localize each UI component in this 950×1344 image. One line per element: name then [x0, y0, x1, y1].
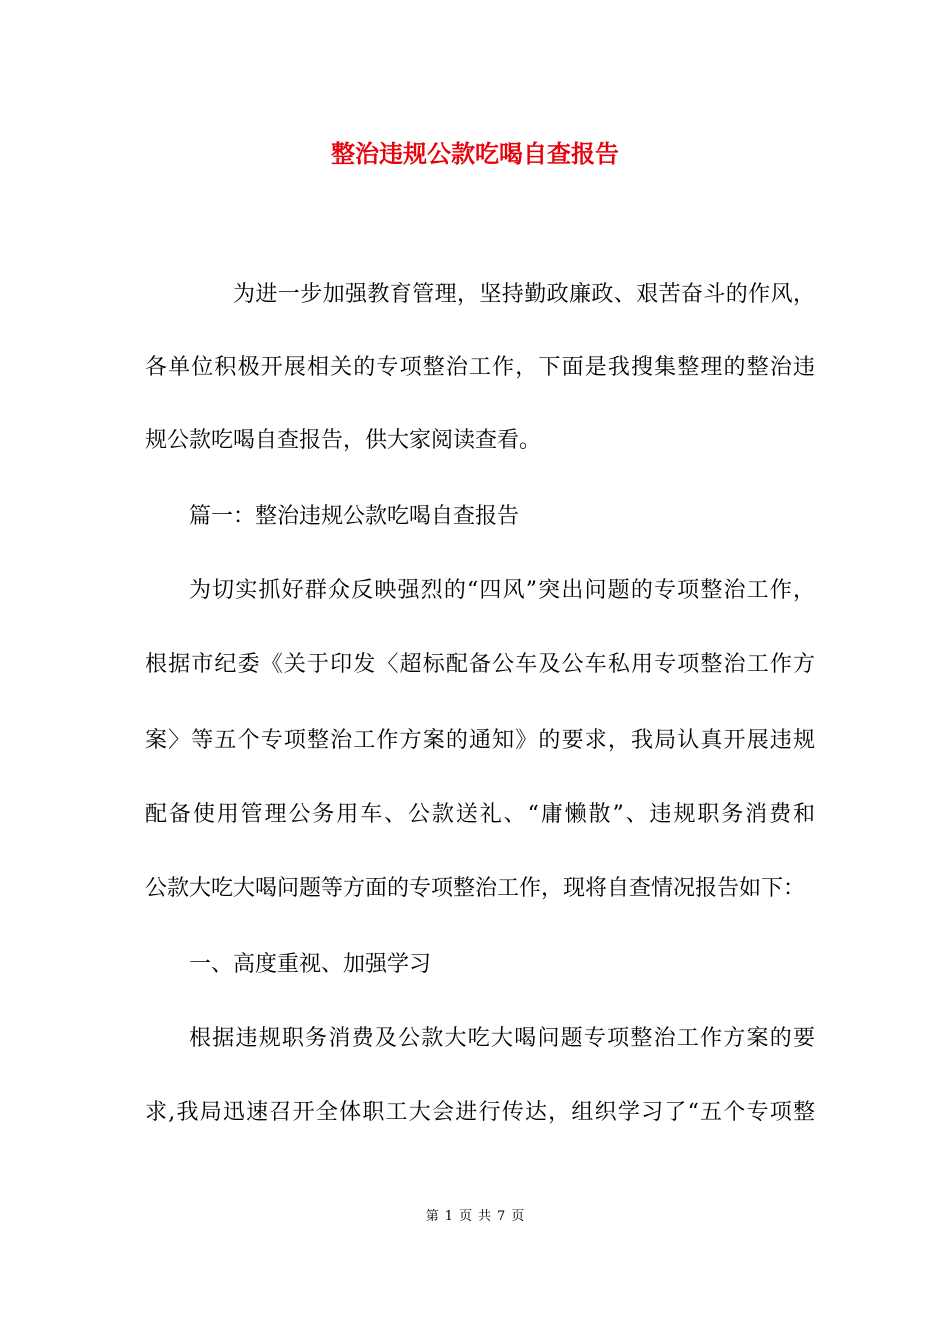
section-heading: 篇一：整治违规公款吃喝自查报告 [189, 504, 520, 529]
paragraph-line: 公款大吃大喝问题等方面的专项整治工作，现将自查情况报告如下： [145, 876, 806, 901]
paragraph-line: 各单位积极开展相关的专项整治工作，下面是我搜集整理的整治违 [145, 355, 815, 380]
section-heading: 一、高度重视、加强学习 [189, 952, 432, 977]
page-footer [0, 1208, 950, 1226]
paragraph-line: 为切实抓好群众反映强烈的“四风”突出问题的专项整治工作， [189, 578, 815, 603]
footer-page-number: 1 [444, 1209, 453, 1224]
paragraph-line: 配备使用管理公务用车、公款送礼、“庸懒散”、违规职务消费和 [145, 802, 815, 827]
footer-prefix: 第 [425, 1209, 439, 1224]
paragraph-line: 规公款吃喝自查报告，供大家阅读查看。 [145, 428, 542, 453]
paragraph-line: 根据市纪委《关于印发〈超标配备公车及公车私用专项整治工作方 [145, 652, 815, 677]
paragraph-line: 根据违规职务消费及公款大吃大喝问题专项整治工作方案的要 [189, 1026, 815, 1051]
paragraph-line: 为进一步加强教育管理，坚持勤政廉政、艰苦奋斗的作风， [233, 282, 815, 307]
footer-total-label: 共 [478, 1209, 492, 1224]
footer-suffix: 页 [511, 1209, 525, 1224]
footer-total-pages: 7 [497, 1209, 506, 1224]
paragraph-line: 案〉等五个专项整治工作方案的通知》的要求，我局认真开展违规 [145, 728, 815, 753]
footer-middle: 页 [458, 1209, 472, 1224]
document-title: 整治违规公款吃喝自查报告 [331, 139, 619, 168]
paragraph-line: 求,我局迅速召开全体职工大会进行传达，组织学习了“五个专项整 [145, 1100, 815, 1125]
